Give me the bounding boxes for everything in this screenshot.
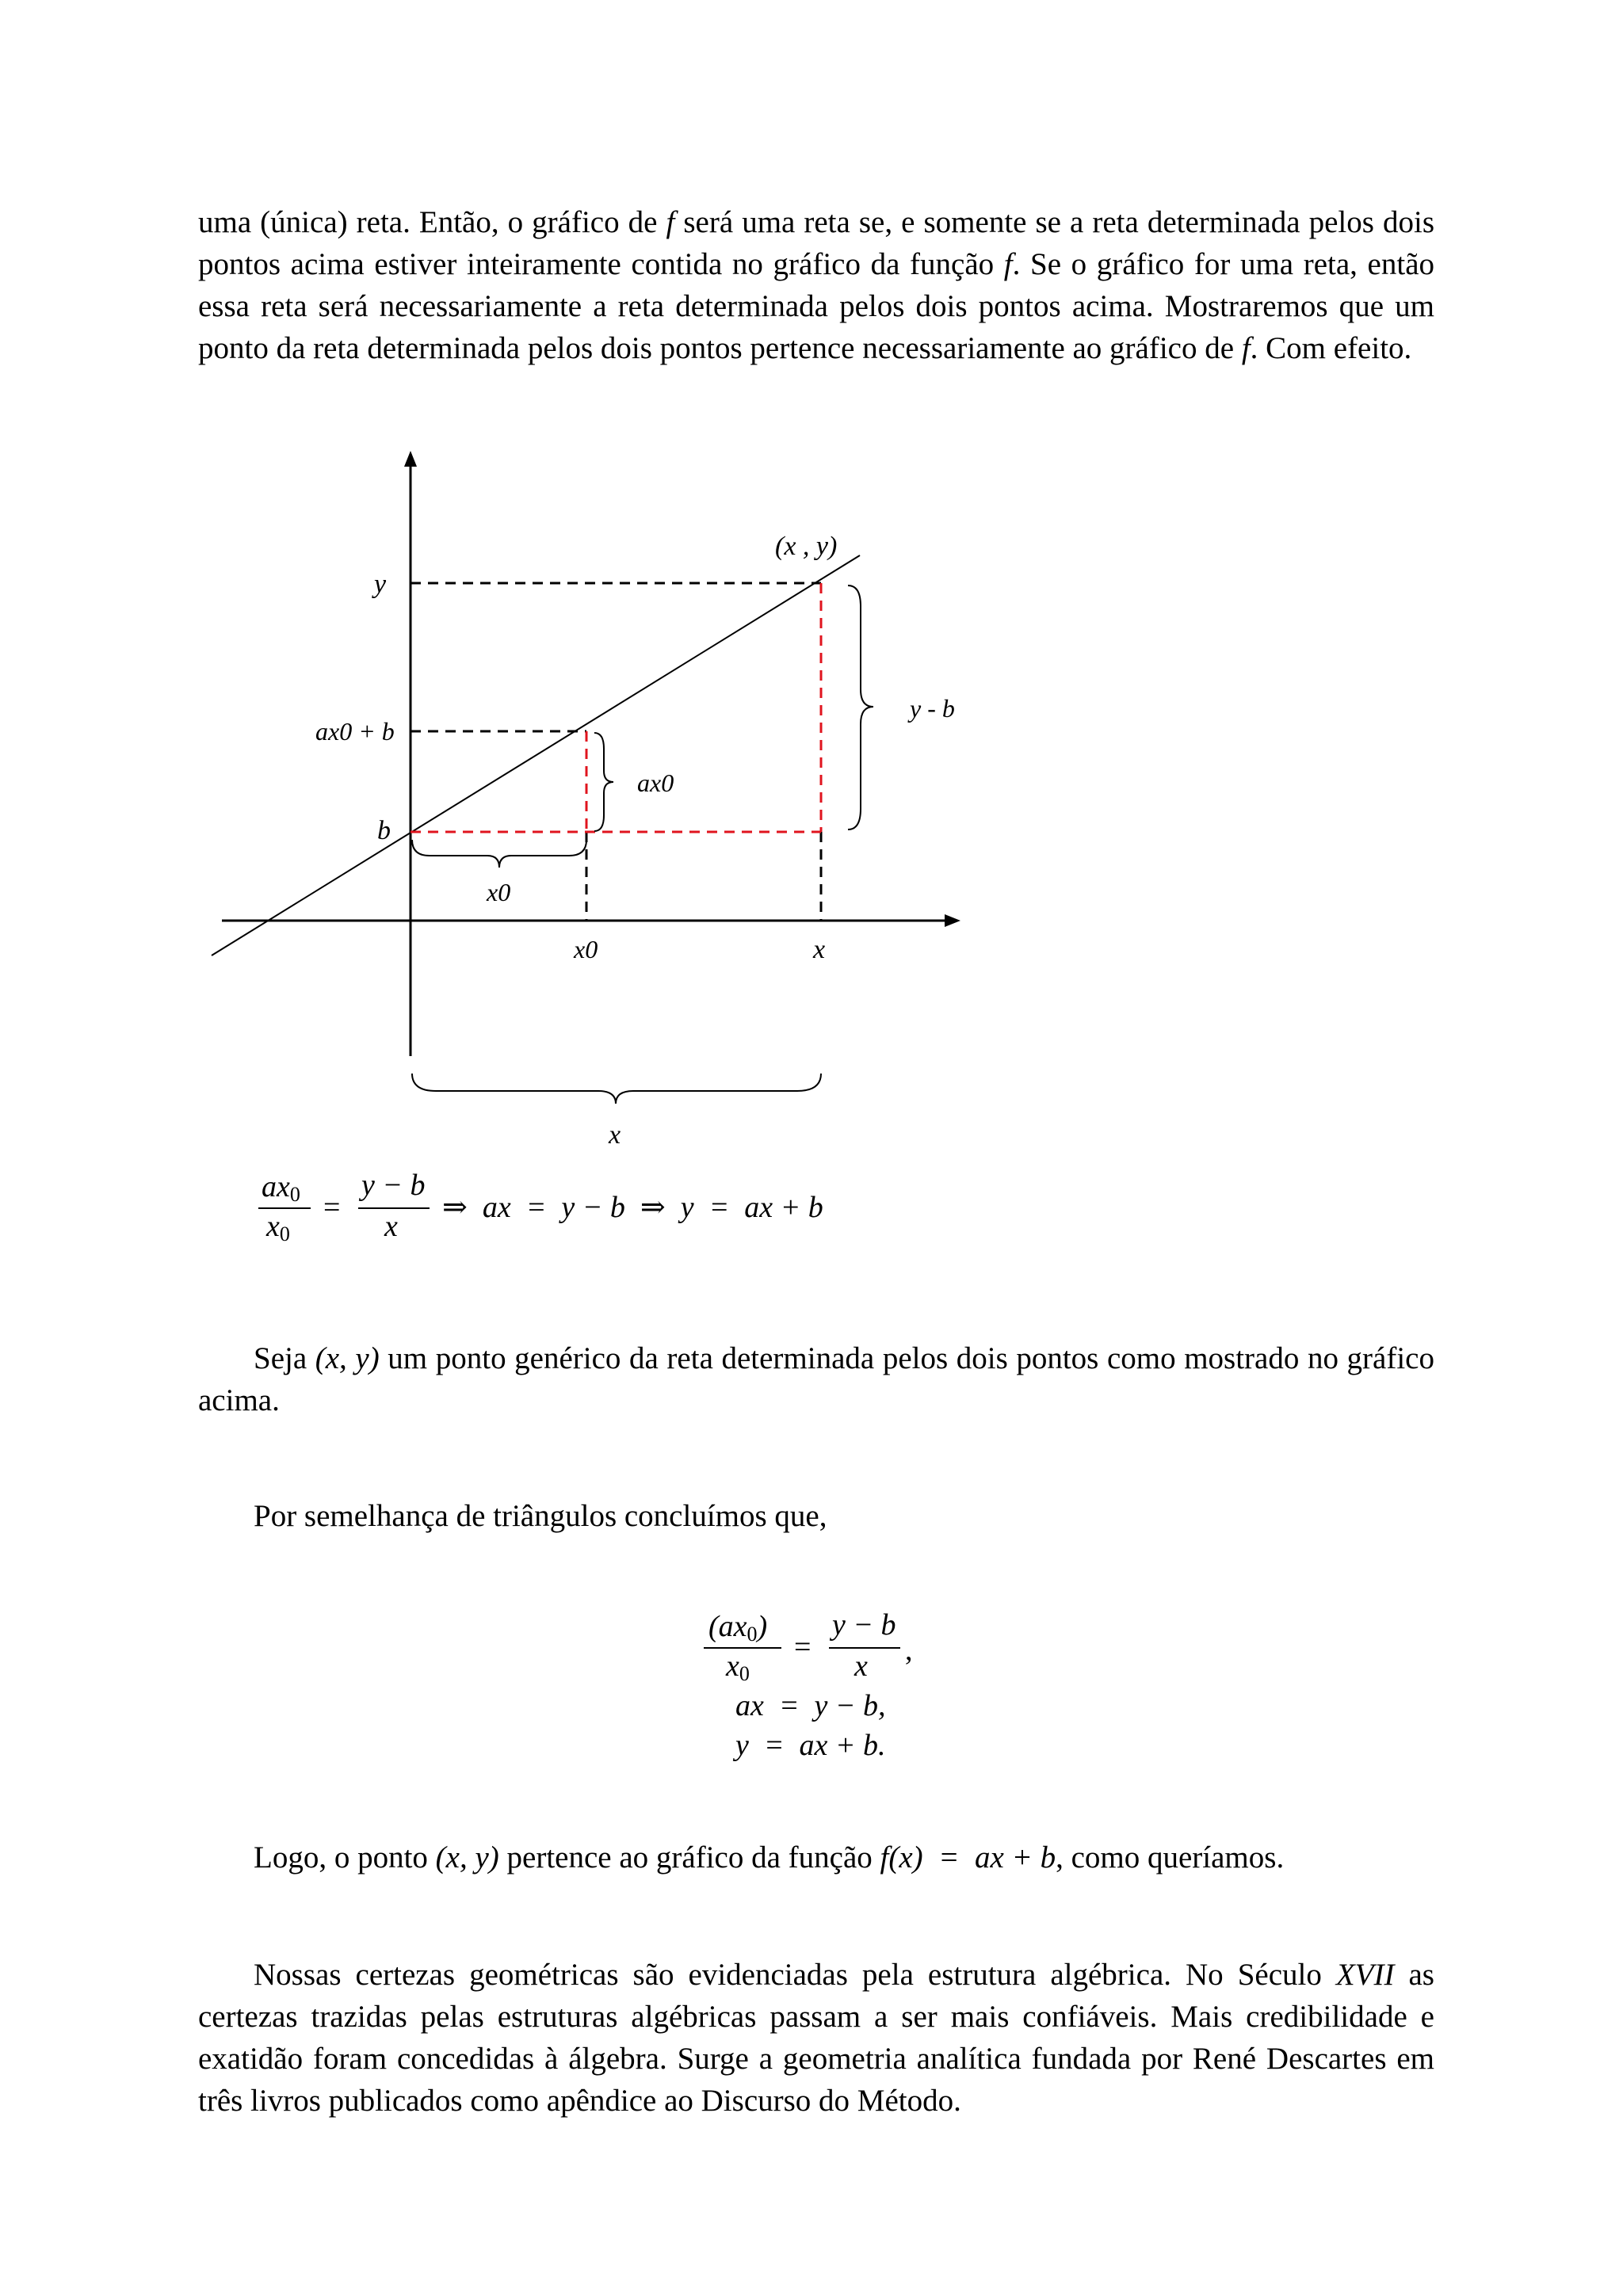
eq2-num2: y − b	[832, 1608, 896, 1642]
eq1-sub1: 0	[289, 1183, 300, 1206]
svg-text:x0	[265, 1210, 290, 1245]
paragraph-descartes	[198, 1954, 1434, 2122]
equation-similarity-inline	[254, 1165, 888, 1252]
century-label: XVII	[1335, 1958, 1395, 1992]
eq1-num1: ax	[262, 1170, 290, 1203]
p4-text-c: , como queríamos.	[1056, 1840, 1285, 1875]
line-diagram	[198, 440, 991, 1153]
brace-ax0	[594, 733, 613, 831]
brace-x	[412, 1074, 821, 1104]
eq2-den2: x	[854, 1650, 868, 1683]
label-x0-brace: x0	[487, 878, 511, 906]
brace-y-minus-b	[848, 585, 873, 830]
label-x-bottom: x	[609, 1120, 621, 1150]
function-f: f	[1003, 247, 1013, 281]
eq1-subd1: 0	[279, 1222, 290, 1245]
intro-paragraph	[198, 201, 1434, 369]
p5-text-a: Nossas certezas geométricas são evidenciadas pela estrutura algébrica. No Século	[254, 1958, 1336, 1992]
eq2-line2: ax = y − b,	[735, 1689, 886, 1722]
label-y-minus-b: y - b	[910, 694, 955, 723]
x-axis-arrow	[945, 914, 960, 927]
label-ax0: ax0	[637, 769, 674, 797]
svg-text:x0	[725, 1650, 750, 1685]
p2-text-b: um ponto genérico da reta determinada pelos dois pontos como mostrado no gráfico acima.	[198, 1341, 1434, 1417]
eq2-line3: y = ax + b.	[735, 1729, 886, 1762]
eq2-subd1: 0	[739, 1662, 750, 1685]
eq1-rest: ⇒ ax = y − b ⇒ y = ax + b	[442, 1191, 823, 1224]
label-x0-axis: x0	[574, 935, 598, 963]
paragraph-conclusion	[198, 1836, 1434, 1878]
svg-text:ax0	[262, 1170, 300, 1206]
function-f: f	[1241, 331, 1251, 365]
eq2-num1: (ax	[708, 1610, 747, 1643]
intro-text-d: . Com efeito.	[1250, 331, 1412, 365]
eq1-num2: y − b	[361, 1169, 426, 1202]
y-axis-arrow	[404, 451, 417, 467]
eq2-equals: =	[794, 1630, 812, 1664]
eq1-den2: x	[384, 1210, 398, 1243]
point-xy: (x, y)	[435, 1840, 499, 1875]
paragraph-generic-point	[198, 1337, 1434, 1421]
svg-text:(ax0)	[708, 1610, 767, 1646]
eq1-equals: =	[323, 1191, 341, 1224]
p5-text-b: as certezas trazidas pelas estruturas algébricas passam a ser mais confiáveis. Mais credibilidade e exatidão foram concedidas à álgebra. Surge a geometria analítica fundada por René Descartes em três livros publicados como apêndice ao Discurso do Método.	[198, 1958, 1434, 2118]
label-x-axis: x	[813, 935, 826, 964]
eq2-den1: x	[726, 1650, 739, 1683]
function-expression: f(x) = ax + b	[880, 1840, 1056, 1875]
equation-similarity-block	[697, 1604, 951, 1763]
eq1-den1: x	[266, 1210, 280, 1243]
label-b: b	[377, 816, 391, 845]
intro-text-b: será uma reta se, e somente se a reta determinada pelos dois pontos acima estiver inteiramente contida no gráfico da função	[198, 205, 1434, 281]
brace-x0	[412, 840, 586, 868]
label-y: y	[374, 570, 387, 599]
p3-text: Por semelhança de triângulos concluímos que,	[254, 1499, 827, 1533]
p4-text-b: pertence ao gráfico da função	[498, 1840, 880, 1875]
p2-text-a: Seja	[254, 1341, 315, 1375]
graph-line	[212, 555, 860, 955]
eq2-comma: ,	[905, 1634, 913, 1667]
label-point-xy: (x , y)	[775, 532, 838, 561]
p4-text-a: Logo, o ponto	[254, 1840, 436, 1875]
eq2-num1-close: )	[757, 1610, 768, 1643]
label-ax0-plus-b: ax0 + b	[315, 717, 395, 746]
function-f: f	[666, 205, 675, 239]
intro-text-c: . Se o gráfico for uma reta, então essa reta será necessariamente a reta determinada pelos dois pontos acima. Mostraremos que um ponto da reta determinada pelos dois pontos pertence necessariamente ao gráfico de	[198, 247, 1434, 365]
paragraph-similarity	[198, 1495, 1434, 1537]
eq2-sub1: 0	[747, 1623, 758, 1646]
intro-text-a: uma (única) reta. Então, o gráfico de	[198, 205, 666, 239]
point-xy: (x, y)	[315, 1341, 380, 1375]
